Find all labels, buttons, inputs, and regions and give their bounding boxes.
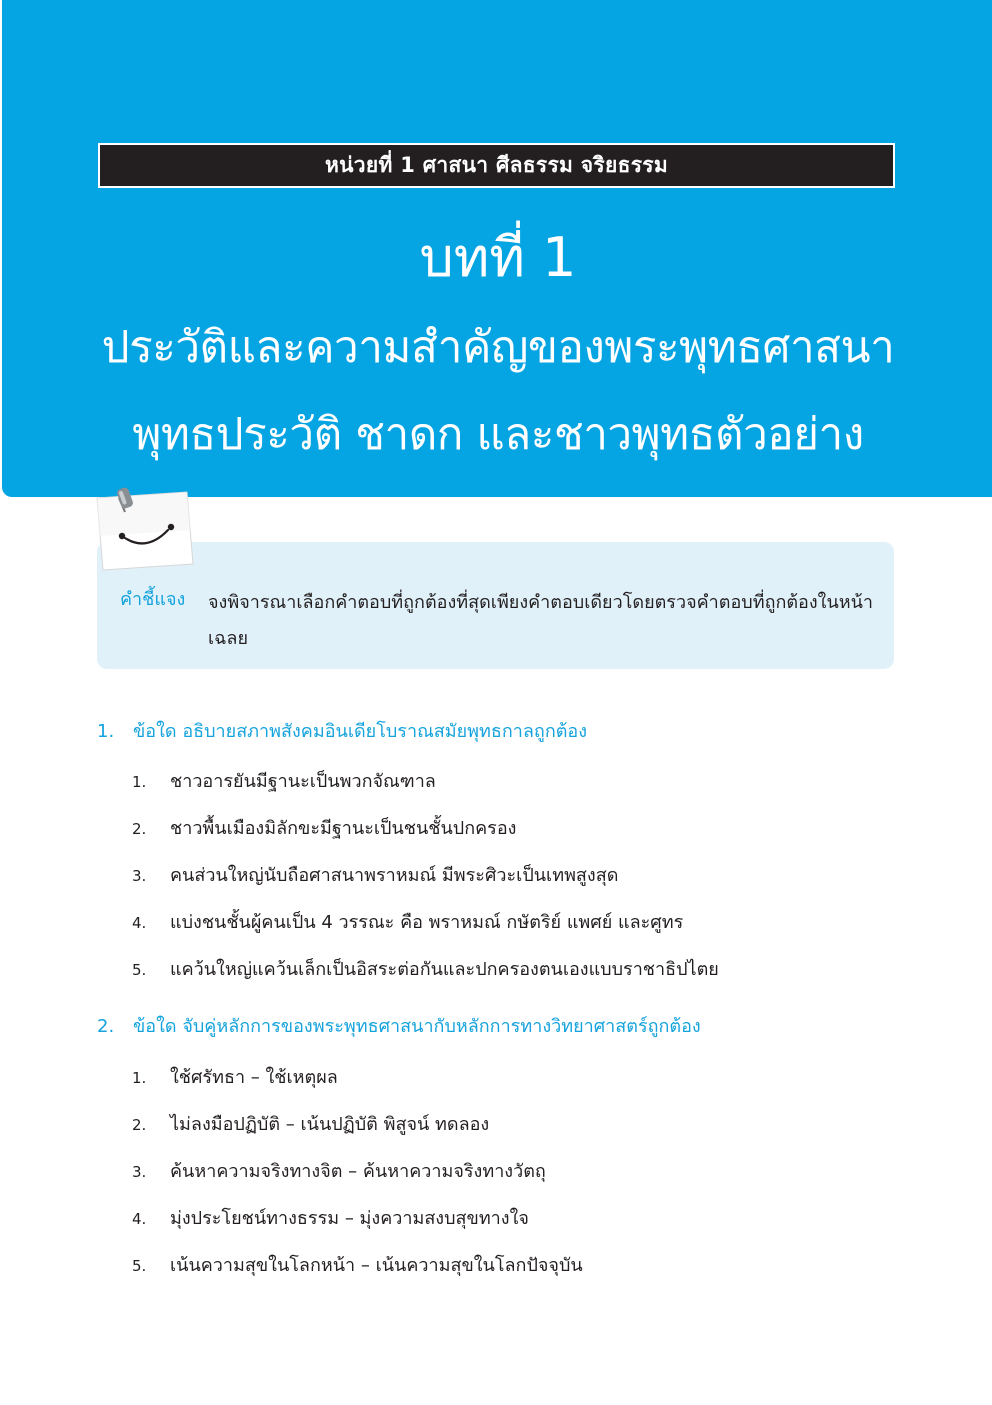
- question-number: 1.: [97, 721, 115, 742]
- answer-option[interactable]: [132, 955, 912, 1002]
- option-text: ไม่ลงมือปฏิบัติ – เน้นปฏิบัติ พิสูจน์ ทดลอง: [170, 1114, 490, 1135]
- answer-option[interactable]: [132, 1251, 912, 1298]
- option-number: 2.: [132, 820, 147, 838]
- question-number: 2.: [97, 1016, 115, 1037]
- instructions-text: จงพิจารณาเลือกคำตอบที่ถูกต้องที่สุดเพียงคำตอบเดียวโดยตรวจคำตอบที่ถูกต้องในหน้าเฉลย: [208, 592, 874, 649]
- option-text: แบ่งชนชั้นผู้คนเป็น 4 วรรณะ คือ พราหมณ์ กษัตริย์ แพศย์ และศูทร: [170, 912, 684, 933]
- instructions-label: คำชี้แจง: [120, 589, 186, 610]
- answer-option[interactable]: [132, 1204, 912, 1251]
- option-number: 5.: [132, 961, 147, 979]
- option-text: แคว้นใหญ่แคว้นเล็กเป็นอิสระต่อกันและปกครองตนเองแบบราชาธิปไตย: [170, 959, 719, 980]
- option-text: ชาวอารยันมีฐานะเป็นพวกจัณฑาล: [170, 771, 436, 792]
- option-number: 4.: [132, 1210, 147, 1228]
- option-number: 1.: [132, 1069, 147, 1087]
- answer-option[interactable]: [132, 1157, 912, 1204]
- option-text: ชาวพื้นเมืองมิลักขะมีฐานะเป็นชนชั้นปกครอง: [170, 818, 517, 839]
- question-1-options: [132, 767, 912, 1002]
- option-number: 2.: [132, 1116, 147, 1134]
- question-1: [97, 717, 917, 747]
- question-2-options: [132, 1063, 912, 1298]
- answer-option[interactable]: [132, 908, 912, 955]
- unit-label: หน่วยที่ 1 ศาสนา ศีลธรรม จริยธรรม: [324, 153, 668, 177]
- option-text: ใช้ศรัทธา – ใช้เหตุผล: [170, 1067, 338, 1088]
- chapter-number: บทที่ 1: [419, 226, 577, 289]
- option-number: 3.: [132, 1163, 147, 1181]
- option-number: 4.: [132, 914, 147, 932]
- answer-option[interactable]: [132, 1110, 912, 1157]
- question-2: [97, 1012, 917, 1042]
- option-number: 5.: [132, 1257, 147, 1275]
- answer-option[interactable]: [132, 1063, 912, 1110]
- chapter-title-line-1: ประวัติและความสำคัญของพระพุทธศาสนา: [101, 322, 895, 373]
- question-text: ข้อใด อธิบายสภาพสังคมอินเดียโบราณสมัยพุทธกาลถูกต้อง: [133, 721, 588, 742]
- answer-option[interactable]: [132, 861, 912, 908]
- option-number: 3.: [132, 867, 147, 885]
- option-text: ค้นหาความจริงทางจิต – ค้นหาความจริงทางวัตถุ: [170, 1161, 546, 1182]
- option-text: คนส่วนใหญ่นับถือศาสนาพราหมณ์ มีพระศิวะเป็นเทพสูงสุด: [170, 865, 619, 886]
- option-text: เน้นความสุขในโลกหน้า – เน้นความสุขในโลกปัจจุบัน: [170, 1255, 583, 1276]
- chapter-title-line-2: พุทธประวัติ ชาดก และชาวพุทธตัวอย่าง: [132, 409, 864, 460]
- question-text: ข้อใด จับคู่หลักการของพระพุทธศาสนากับหลักการทางวิทยาศาสตร์ถูกต้อง: [133, 1016, 701, 1037]
- answer-option[interactable]: [132, 767, 912, 814]
- unit-banner: [98, 143, 895, 188]
- option-number: 1.: [132, 773, 147, 791]
- chapter-header: [2, 0, 992, 497]
- pinned-note-smiley-icon: [95, 486, 195, 572]
- option-text: มุ่งประโยชน์ทางธรรม – มุ่งความสงบสุขทางใจ: [170, 1208, 529, 1229]
- answer-option[interactable]: [132, 814, 912, 861]
